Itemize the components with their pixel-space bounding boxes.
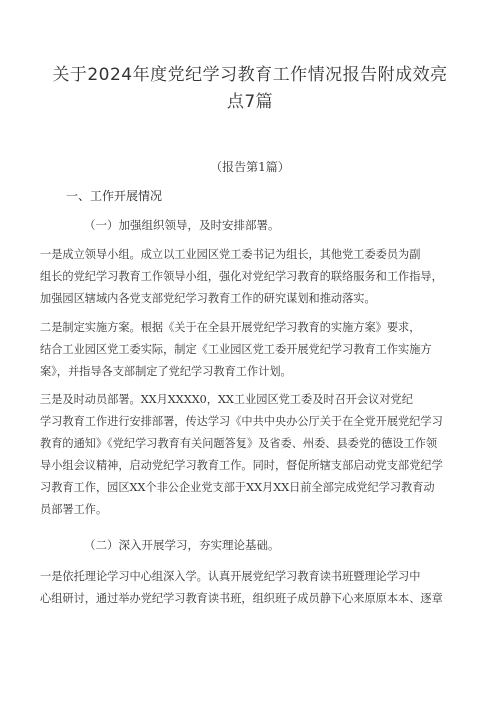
subsection-heading-study: （二）深入开展学习，夯实理论基础。	[84, 538, 280, 552]
paragraph-line: 心组研讨，通过举办党纪学习教育读书班，组织班子成员静下心来原原本本、逐章	[40, 592, 443, 605]
paragraph-line: 案》，并指导各支部制定了党纪学习教育工作计划。	[40, 365, 292, 378]
paragraph-line: 二是制定实施方案。根据《关于在全县开展党纪学习教育的实施方案》要求，	[40, 321, 421, 334]
paragraph-line: 一是成立领导小组。成立以工业园区党工委书记为组长，其他党工委委员为副	[40, 248, 421, 261]
title-line-2: 点7篇	[226, 92, 274, 112]
paragraph-line: 教育的通知》《党纪学习教育有关问题答复》及省委、州委、县委党的德设工作领	[40, 437, 438, 450]
title-line-1: 关于2024年度党纪学习教育工作情况报告附成效亮	[52, 65, 448, 85]
paragraph-line: 导小组会议精神，启动党纪学习教育工作。同时，督促所辖支部启动党支部党纪学	[40, 459, 443, 472]
paragraph-line: 三是及时动员部署。XX月XXXX0，XX工业园区党工委及时召开会议对党纪	[40, 393, 413, 406]
paragraph-line: 加强园区辖域内各党支部党纪学习教育工作的研究谋划和推动落实。	[40, 292, 376, 305]
report-subtitle: （报告第1篇）	[210, 160, 290, 174]
section-heading-work-status: 一、工作开展情况	[66, 189, 163, 203]
paragraph-study-group	[40, 566, 465, 610]
paragraph-line: 组长的党纪学习教育工作领导小组，强化对党纪学习教育的联络服务和工作指导，	[40, 270, 443, 283]
paragraph-line: 习教育工作，园区XX个非公企业党支部于XX月XX日前全部完成党纪学习教育动	[40, 481, 435, 494]
paragraph-line: 学习教育工作进行安排部署，传达学习《中共中央办公厅关于在全党开展党纪学习	[40, 415, 443, 428]
subsection-heading-organization: （一）加强组织领导，及时安排部署。	[84, 218, 280, 232]
paragraph-line: 一是依托理论学习中心组深入学。认真开展党纪学习教育读书班暨理论学习中	[40, 570, 421, 583]
paragraph-leadership-group	[40, 244, 465, 310]
paragraph-line: 结合工业园区党工委实际，制定《工业园区党工委开展党纪学习教育工作实施方	[40, 343, 432, 356]
document-title	[40, 62, 460, 116]
paragraph-implementation-plan	[40, 317, 465, 383]
paragraph-line: 员部署工作。	[40, 503, 108, 516]
paragraph-mobilization	[40, 389, 465, 521]
